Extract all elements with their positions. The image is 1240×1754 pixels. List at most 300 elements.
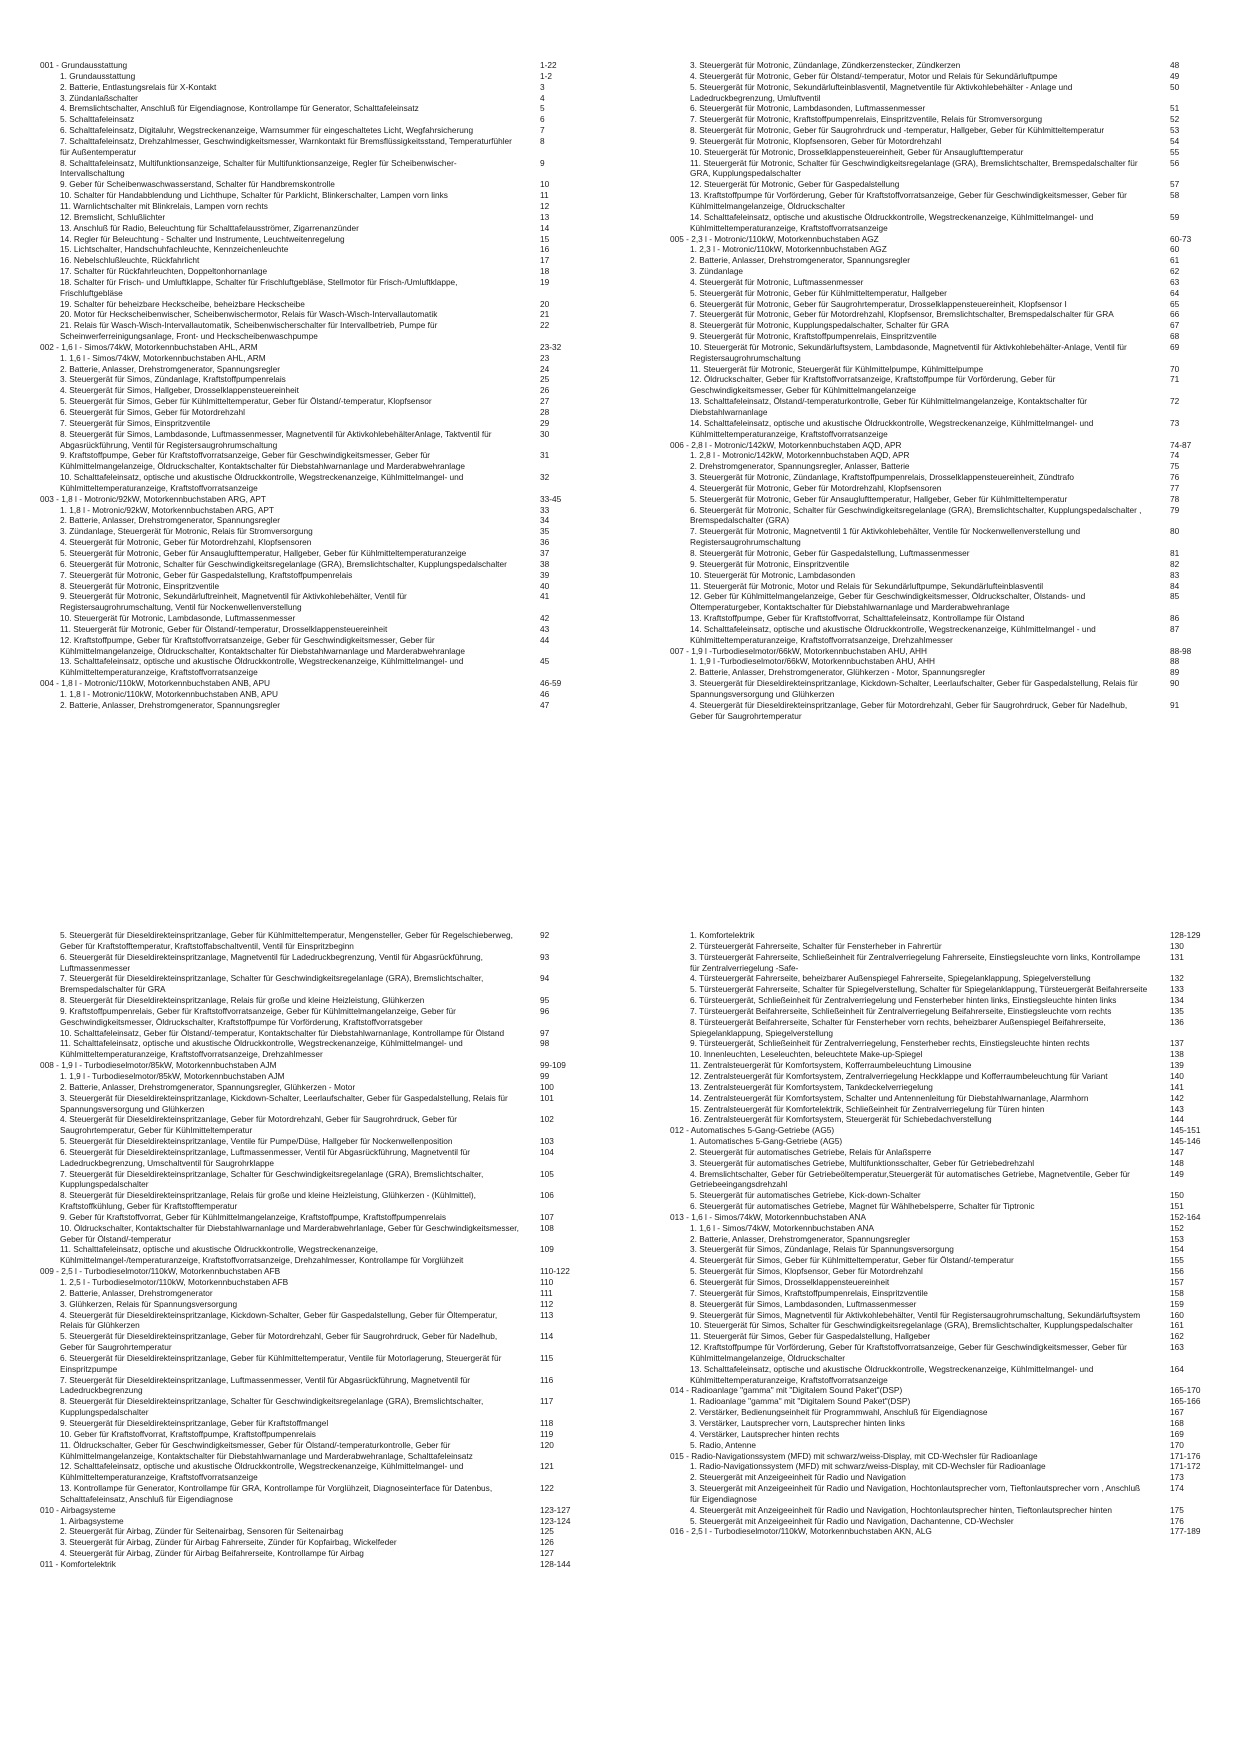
toc-entry[interactable]	[670, 1266, 1210, 1277]
toc-entry-page: 165-170	[1170, 1385, 1201, 1396]
toc-entry-page: 154	[1170, 1244, 1184, 1255]
toc-entry[interactable]	[40, 624, 580, 635]
toc-entry-page: 85	[1170, 591, 1180, 602]
toc-entry-page: 1-2	[540, 70, 552, 81]
toc-entry-title: 3. Zündanlage, Steuergerät für Motronic, Relais für Stromversorgung	[60, 526, 313, 537]
toc-entry[interactable]	[40, 1461, 580, 1483]
toc-entry-title: 12. Kraftstoffpumpe, Geber für Kraftstoffvorratsanzeige, Geber für Geschwindigkeitsmesser, Geber für Kühlmittelmangelanzeige, Öldruckschalter, Kontaktschalter für Diebstahlwarnanlage und Marderabwehranlage	[60, 634, 465, 656]
toc-entry[interactable]	[40, 364, 580, 375]
toc-entry-page: 69	[1170, 341, 1180, 352]
toc-section-heading[interactable]	[40, 1505, 580, 1516]
toc-entry[interactable]	[40, 591, 580, 613]
toc-entry-page: 32	[540, 472, 550, 483]
toc-entry-page: 55	[1170, 146, 1180, 157]
toc-entry-title: 7. Steuergerät für Simos, Einspritzventile	[60, 417, 211, 428]
toc-entry[interactable]	[670, 82, 1210, 104]
toc-entry[interactable]	[40, 1169, 580, 1191]
toc-entry-title: 4. Verstärker, Lautsprecher hinten rechts	[690, 1428, 840, 1439]
toc-section-heading[interactable]	[40, 60, 580, 71]
toc-entry[interactable]	[40, 255, 580, 266]
toc-entry[interactable]	[40, 125, 580, 136]
toc-entry-page: 60	[1170, 244, 1180, 255]
toc-entry-title: 5. Steuergerät für Motronic, Geber für Ansauglufttemperatur, Hallgeber, Geber für Kühlmitteltemperaturanzeige	[60, 547, 467, 558]
toc-entry[interactable]	[670, 1342, 1210, 1364]
toc-entry-page: 108	[540, 1222, 554, 1233]
toc-entry[interactable]	[40, 158, 580, 180]
toc-entry[interactable]	[40, 1114, 580, 1136]
toc-entry[interactable]	[40, 266, 580, 277]
toc-entry-title: 3. Zündanlaßschalter	[60, 92, 138, 103]
toc-entry-title: 8. Steuergerät für Simos, Lambdasonde, Luftmassenmesser, Magnetventil für AktivkohlebehälterAnlage, Taktventil für Abgasrückführung, Ventil für Registersaugrohrumschaltung	[60, 428, 492, 450]
toc-entry-page: 72	[1170, 396, 1180, 407]
toc-entry[interactable]	[670, 212, 1210, 234]
toc-section-heading[interactable]	[40, 1559, 580, 1570]
toc-entry[interactable]	[40, 1440, 580, 1462]
toc-entry[interactable]	[40, 1429, 580, 1440]
toc-entry[interactable]	[670, 1114, 1210, 1125]
toc-entry-page: 165-166	[1170, 1396, 1201, 1407]
toc-entry[interactable]	[670, 331, 1210, 342]
toc-entry-page: 88-98	[1170, 645, 1192, 656]
toc-entry[interactable]	[670, 941, 1210, 952]
toc-entry[interactable]	[670, 114, 1210, 125]
toc-entry-title: 004 - 1,8 l - Motronic/110kW, Motorkennbuchstaben ANB, APU	[40, 678, 270, 689]
toc-entry[interactable]	[670, 374, 1210, 396]
toc-entry-title: 2. Verstärker, Bedienungseinheit für Programmwahl, Anschluß für Eigendiagnose	[690, 1407, 988, 1418]
toc-entry[interactable]	[670, 952, 1210, 974]
toc-entry-title: 10. Innenleuchten, Leseleuchten, beleuchtete Make-up-Spiegel	[690, 1049, 923, 1060]
toc-entry[interactable]	[40, 1548, 580, 1559]
toc-entry-title: 4. Türsteuergerät Fahrerseite, beheizbarer Außenspiegel Fahrerseite, Spiegelanklappung, Spiegelverstellung	[690, 973, 1091, 984]
toc-entry[interactable]	[40, 114, 580, 125]
toc-entry-page: 137	[1170, 1038, 1184, 1049]
toc-entry[interactable]	[40, 635, 580, 657]
toc-entry-title: 11. Öldruckschalter, Geber für Geschwindigkeitsmesser, Geber für Ölstand/-temperaturkontrolle, Geber für Kühlmittelmangelanzeige, Kontaktschalter für Diebstahlwarnanlage und Marderabwehranlage, Schalttafeleinsatz	[60, 1439, 473, 1461]
toc-entry[interactable]	[40, 429, 580, 451]
toc-entry[interactable]	[670, 1006, 1210, 1017]
toc-entry[interactable]	[670, 624, 1210, 646]
toc-entry[interactable]	[40, 136, 580, 158]
toc-entry[interactable]	[670, 60, 1210, 71]
toc-entry[interactable]	[670, 591, 1210, 613]
toc-entry-page: 109	[540, 1244, 554, 1255]
toc-entry[interactable]	[670, 505, 1210, 527]
toc-entry[interactable]	[40, 299, 580, 310]
toc-section-heading[interactable]	[670, 234, 1210, 245]
toc-entry[interactable]	[670, 103, 1210, 114]
toc-entry-page: 43	[540, 623, 550, 634]
toc-entry[interactable]	[40, 1038, 580, 1060]
toc-entry[interactable]	[40, 1244, 580, 1266]
toc-entry[interactable]	[670, 1418, 1210, 1429]
toc-entry-title: 1. 2,8 l - Motronic/142kW, Motorkennbuchstaben AQD, APR	[690, 450, 910, 461]
toc-entry[interactable]	[670, 472, 1210, 483]
toc-entry[interactable]	[40, 930, 580, 952]
toc-entry[interactable]	[40, 537, 580, 548]
toc-entry-page: 86	[1170, 613, 1180, 624]
toc-entry[interactable]	[40, 570, 580, 581]
toc-entry[interactable]	[670, 1017, 1210, 1039]
toc-entry[interactable]	[670, 1277, 1210, 1288]
toc-entry[interactable]	[670, 984, 1210, 995]
toc-entry[interactable]	[40, 1299, 580, 1310]
toc-entry-page: 41	[540, 591, 550, 602]
toc-entry[interactable]	[670, 494, 1210, 505]
toc-entry[interactable]	[40, 396, 580, 407]
toc-entry[interactable]	[670, 71, 1210, 82]
toc-entry[interactable]	[40, 1006, 580, 1028]
toc-entry-title: 3. Zündanlage	[690, 266, 744, 277]
toc-entry[interactable]	[670, 526, 1210, 548]
toc-entry[interactable]	[40, 407, 580, 418]
toc-entry-page: 96	[540, 1005, 550, 1016]
toc-entry-title: 5. Steuergerät für Motronic, Geber für Ansauglufttemperatur, Hallgeber, Geber für Kühlmitteltemperatur	[690, 493, 1068, 504]
toc-entry-page: 3	[540, 81, 545, 92]
toc-entry[interactable]	[40, 201, 580, 212]
toc-entry-title: 9. Türsteuergerät, Schließeinheit für Zentralverriegelung, Fensterheber rechts, Einstiegsleuchte hinten rechts	[690, 1038, 1090, 1049]
toc-entry[interactable]	[40, 1093, 580, 1115]
toc-entry[interactable]	[40, 1190, 580, 1212]
toc-entry[interactable]	[670, 1223, 1210, 1234]
toc-entry[interactable]	[670, 570, 1210, 581]
toc-entry[interactable]	[40, 526, 580, 537]
toc-entry-page: 76	[1170, 472, 1180, 483]
toc-entry[interactable]	[670, 667, 1210, 678]
toc-entry[interactable]	[40, 244, 580, 255]
toc-entry[interactable]	[670, 190, 1210, 212]
toc-entry[interactable]	[670, 158, 1210, 180]
toc-entry[interactable]	[670, 930, 1210, 941]
toc-entry-page: 7	[540, 125, 545, 136]
toc-entry[interactable]	[40, 559, 580, 570]
toc-entry[interactable]	[670, 581, 1210, 592]
toc-entry[interactable]	[670, 396, 1210, 418]
toc-entry-page: 28	[540, 407, 550, 417]
toc-entry-page: 50	[1170, 81, 1180, 92]
toc-entry-page: 111	[540, 1287, 553, 1298]
toc-entry[interactable]	[40, 656, 580, 678]
toc-entry[interactable]	[670, 1082, 1210, 1093]
toc-entry[interactable]	[670, 678, 1210, 700]
toc-entry[interactable]	[670, 1288, 1210, 1299]
toc-entry-title: 11. Zentralsteuergerät für Komfortsystem, Kofferraumbeleuchtung Limousine	[690, 1060, 972, 1071]
toc-entry[interactable]	[40, 71, 580, 82]
toc-entry-page: 53	[1170, 125, 1180, 136]
toc-entry-page: 128-129	[1170, 930, 1201, 940]
toc-entry-title: 1. Automatisches 5-Gang-Getriebe (AG5)	[690, 1136, 843, 1147]
toc-entry-page: 163	[1170, 1342, 1184, 1353]
toc-entry-title: 11. Schalttafeleinsatz, optische und akustische Öldruckkontrolle, Wegstreckenanzeige, Kühlmittelmangel-/temperaturanzeige, Kraftstoffvorratsanzeige, Drehzahlmesser, Kontrollampe für Vorglühzeit	[60, 1244, 464, 1266]
toc-entry-title: 8. Steuergerät für Simos, Lambdasonden, Luftmassenmesser	[690, 1298, 917, 1309]
toc-entry-title: 2. Steuergerät für automatisches Getriebe, Relais für Anlaßsperre	[690, 1146, 932, 1157]
toc-entry[interactable]	[670, 1158, 1210, 1169]
toc-entry-page: 151	[1170, 1201, 1184, 1212]
toc-entry[interactable]	[40, 613, 580, 624]
toc-entry[interactable]	[670, 125, 1210, 136]
toc-entry-page: 11	[540, 190, 549, 201]
toc-entry[interactable]	[670, 277, 1210, 288]
toc-entry-title: 7. Steuergerät für Motronic, Geber für Gaspedalstellung, Kraftstoffpumpenrelais	[60, 569, 353, 580]
toc-entry-page: 21	[540, 309, 550, 320]
toc-entry[interactable]	[670, 1364, 1210, 1386]
toc-entry-title: 6. Steuergerät für Simos, Drosselklappensteuereinheit	[690, 1277, 890, 1287]
toc-entry[interactable]	[670, 147, 1210, 158]
toc-entry-page: 161	[1170, 1320, 1184, 1331]
toc-entry[interactable]	[40, 418, 580, 429]
toc-entry[interactable]	[670, 995, 1210, 1006]
toc-entry-page: 74-87	[1170, 439, 1192, 450]
toc-entry-title: 12. Steuergerät für Motronic, Geber für Gaspedalstellung	[690, 179, 900, 190]
toc-entry-page: 35	[540, 526, 550, 537]
toc-entry-page: 83	[1170, 569, 1180, 580]
toc-entry[interactable]	[670, 136, 1210, 147]
toc-entry-page: 153	[1170, 1233, 1184, 1244]
toc-entry[interactable]	[670, 1440, 1210, 1451]
toc-entry-title: 8. Türsteuergerät Beifahrerseite, Schalter für Fensterheber vorn rechts, beheizbarer Außenspiegel Beifahrerseite, Spiegelanklappung, Spiegelverstellung	[690, 1016, 1106, 1038]
toc-entry[interactable]	[670, 450, 1210, 461]
toc-entry[interactable]	[670, 1147, 1210, 1158]
toc-entry-title: 2. Batterie, Anlasser, Drehstromgenerator	[60, 1287, 213, 1298]
toc-entry-title: 1. Komfortelektrik	[690, 930, 755, 940]
toc-entry-title: 006 - 2,8 l - Motronic/142kW, Motorkennbuchstaben AQD, APR	[670, 439, 902, 450]
toc-entry[interactable]	[670, 548, 1210, 559]
toc-entry[interactable]	[670, 1190, 1210, 1201]
toc-entry-page: 127	[540, 1548, 554, 1559]
toc-entry[interactable]	[40, 505, 580, 516]
toc-section-heading[interactable]	[670, 1125, 1210, 1136]
toc-entry[interactable]	[670, 1407, 1210, 1418]
toc-entry[interactable]	[40, 93, 580, 104]
toc-entry-title: 10. Schalttafeleinsatz, Geber für Ölstand/-temperatur, Kontaktschalter für Diebstahlwarnanlage, Kontrollampe für Ölstand	[60, 1027, 505, 1038]
toc-entry-page: 114	[540, 1331, 554, 1342]
toc-entry-page: 67	[1170, 320, 1180, 331]
toc-entry[interactable]	[670, 244, 1210, 255]
toc-entry[interactable]	[40, 548, 580, 559]
toc-section-heading[interactable]	[670, 1212, 1210, 1223]
toc-entry[interactable]	[670, 1429, 1210, 1440]
toc-entry-title: 11. Schalttafeleinsatz, optische und akustische Öldruckkontrolle, Wegstreckenanzeige, Kühlmittelmangel- und Kühlmitteltemperaturanzeige, Kraftstoffvorratsanzeige, Drehzahlmesser	[60, 1038, 463, 1060]
toc-entry[interactable]	[670, 1093, 1210, 1104]
toc-entry[interactable]	[40, 212, 580, 223]
toc-section-heading[interactable]	[670, 1526, 1210, 1537]
toc-entry[interactable]	[40, 234, 580, 245]
toc-entry-title: 2. Batterie, Anlasser, Drehstromgenerator, Spannungsregler	[60, 515, 280, 526]
toc-entry[interactable]	[670, 1169, 1210, 1191]
toc-entry[interactable]	[40, 1212, 580, 1223]
toc-entry-page: 107	[540, 1211, 554, 1222]
toc-entry[interactable]	[40, 1331, 580, 1353]
toc-section-heading[interactable]	[40, 1060, 580, 1071]
toc-entry-page: 8	[540, 135, 545, 146]
toc-entry-title: 14. Schalttafeleinsatz, optische und akustische Öldruckkontrolle, Wegstreckenanzeige, Kühlmittelmangel- und Kühlmitteltemperaturanzeige, Kraftstoffvorratsanzeige	[690, 417, 1094, 439]
toc-section-heading[interactable]	[40, 678, 580, 689]
toc-entry[interactable]	[670, 1461, 1210, 1472]
toc-entry[interactable]	[40, 1082, 580, 1093]
toc-entry-title: 10. Öldruckschalter, Kontaktschalter für Diebstahlwarnanlage und Marderabwehrlanlage, Geber für Geschwindigkeitsmesser, Geber für Ölstand/-temperatur	[60, 1222, 519, 1244]
toc-entry[interactable]	[40, 973, 580, 995]
toc-entry[interactable]	[40, 995, 580, 1006]
toc-entry[interactable]	[670, 559, 1210, 570]
toc-entry[interactable]	[670, 1516, 1210, 1527]
toc-entry[interactable]	[670, 1244, 1210, 1255]
toc-entry[interactable]	[40, 353, 580, 364]
toc-entry-title: 11. Steuergerät für Motronic, Geber für Ölstand/-temperatur, Drosselklappensteuereinheit	[60, 623, 388, 634]
toc-entry-page: 65	[1170, 298, 1180, 309]
toc-entry[interactable]	[670, 1299, 1210, 1310]
toc-entry-page: 23	[540, 352, 550, 363]
toc-entry[interactable]	[670, 1331, 1210, 1342]
toc-entry[interactable]	[40, 1071, 580, 1082]
toc-entry[interactable]	[40, 450, 580, 472]
toc-entry-page: 100	[540, 1081, 554, 1092]
toc-section-heading[interactable]	[670, 646, 1210, 657]
toc-entry-page: 115	[540, 1352, 554, 1363]
toc-entry-page: 98	[540, 1038, 550, 1049]
toc-entry[interactable]	[670, 1472, 1210, 1483]
toc-entry[interactable]	[670, 1320, 1210, 1331]
toc-entry-title: 4. Bremslichtschalter, Anschluß für Eigendiagnose, Kontrollampe für Generator, Schalttafeleinsatz	[60, 103, 419, 114]
toc-entry[interactable]	[40, 1483, 580, 1505]
toc-entry[interactable]	[40, 277, 580, 299]
toc-entry[interactable]	[40, 1147, 580, 1169]
toc-entry-page: 44	[540, 634, 550, 645]
toc-entry-page: 89	[1170, 667, 1180, 678]
toc-entry-title: 1. 1,9 l -Turbodieselmotor/66kW, Motorkennbuchstaben AHU, AHH	[690, 656, 936, 667]
toc-entry-title: 005 - 2,3 l - Motronic/110kW, Motorkennbuchstaben AGZ	[670, 233, 879, 244]
toc-entry[interactable]	[40, 515, 580, 526]
toc-entry-page: 36	[540, 537, 550, 548]
toc-entry[interactable]	[40, 1418, 580, 1429]
toc-entry-title: 3. Steuergerät für Dieseldirekteinspritzanlage, Kickdown-Schalter, Leerlaufschalter, Geber für Gaspedalstellung, Relais für Spannungsversorgung und Glühkerzen	[60, 1092, 508, 1114]
toc-entry-title: 5. Steuergerät für Motronic, Geber für Kühlmitteltemperatur, Hallgeber	[690, 287, 947, 298]
toc-entry[interactable]	[40, 1277, 580, 1288]
toc-section-heading[interactable]	[40, 1266, 580, 1277]
toc-entry[interactable]	[40, 472, 580, 494]
toc-entry[interactable]	[670, 1396, 1210, 1407]
toc-entry[interactable]	[670, 1071, 1210, 1082]
toc-entry[interactable]	[40, 581, 580, 592]
toc-entry[interactable]	[670, 1104, 1210, 1115]
toc-entry[interactable]	[40, 82, 580, 93]
toc-entry[interactable]	[670, 613, 1210, 624]
toc-section-heading[interactable]	[670, 1385, 1210, 1396]
toc-entry[interactable]	[670, 288, 1210, 299]
toc-entry-title: 11. Steuergerät für Simos, Geber für Gaspedalstellung, Hallgeber	[690, 1331, 931, 1342]
toc-entry[interactable]	[670, 461, 1210, 472]
toc-entry[interactable]	[40, 1288, 580, 1299]
toc-entry[interactable]	[40, 1310, 580, 1332]
toc-entry-page: 13	[540, 211, 550, 222]
toc-entry[interactable]	[670, 418, 1210, 440]
toc-entry[interactable]	[40, 103, 580, 114]
toc-entry-page: 102	[540, 1114, 554, 1125]
toc-entry-page: 54	[1170, 135, 1180, 146]
toc-entry[interactable]	[670, 1483, 1210, 1505]
toc-entry[interactable]	[670, 1310, 1210, 1321]
toc-entry-page: 59	[1170, 211, 1180, 222]
toc-entry-page: 140	[1170, 1070, 1184, 1081]
toc-entry[interactable]	[40, 689, 580, 700]
toc-entry[interactable]	[40, 1396, 580, 1418]
toc-entry[interactable]	[40, 309, 580, 320]
toc-entry-page: 101	[540, 1092, 554, 1103]
toc-entry[interactable]	[670, 1505, 1210, 1516]
toc-entry-title: 10. Geber für Kraftstoffvorrat, Kraftstoffpumpe, Kraftstoffpumpenrelais	[60, 1428, 316, 1439]
toc-section-heading[interactable]	[40, 342, 580, 353]
toc-section-heading[interactable]	[670, 440, 1210, 451]
toc-entry-page: 134	[1170, 995, 1184, 1006]
toc-entry[interactable]	[40, 1526, 580, 1537]
toc-entry[interactable]	[670, 320, 1210, 331]
toc-entry[interactable]	[670, 309, 1210, 320]
toc-entry-page: 145-151	[1170, 1125, 1201, 1136]
toc-entry[interactable]	[670, 1049, 1210, 1060]
toc-entry[interactable]	[40, 1028, 580, 1039]
toc-section-heading[interactable]	[40, 494, 580, 505]
toc-entry-title: 2. Drehstromgenerator, Spannungsregler, Anlasser, Batterie	[690, 461, 910, 472]
toc-entry[interactable]	[670, 656, 1210, 667]
toc-entry[interactable]	[40, 179, 580, 190]
toc-entry[interactable]	[670, 483, 1210, 494]
toc-entry[interactable]	[40, 1223, 580, 1245]
toc-entry[interactable]	[40, 1516, 580, 1527]
toc-entry[interactable]	[40, 700, 580, 711]
toc-entry[interactable]	[40, 223, 580, 234]
toc-entry-page: 167	[1170, 1407, 1184, 1418]
toc-entry[interactable]	[40, 952, 580, 974]
toc-entry-title: 16. Nebelschlußleuchte, Rückfahrlicht	[60, 255, 200, 266]
toc-entry[interactable]	[670, 364, 1210, 375]
toc-entry[interactable]	[40, 1375, 580, 1397]
toc-entry-title: 1. Grundausstattung	[60, 70, 136, 81]
toc-entry-title: 4. Steuergerät für Simos, Hallgeber, Drosselklappensteuereinheit	[60, 385, 299, 396]
toc-entry-title: 4. Steuergerät für Airbag, Zünder für Airbag Beifahrerseite, Kontrollampe für Airbag	[60, 1548, 364, 1559]
toc-entry[interactable]	[670, 179, 1210, 190]
toc-entry[interactable]	[40, 1136, 580, 1147]
toc-entry[interactable]	[670, 1234, 1210, 1245]
toc-entry[interactable]	[40, 385, 580, 396]
toc-entry[interactable]	[670, 342, 1210, 364]
toc-entry[interactable]	[40, 1353, 580, 1375]
toc-entry-page: 130	[1170, 940, 1184, 951]
toc-section-heading[interactable]	[670, 1451, 1210, 1462]
toc-entry-title: 9. Steuergerät für Motronic, Einspritzventile	[690, 558, 850, 569]
toc-entry-title: 010 - Airbagsysteme	[40, 1504, 116, 1515]
toc-entry[interactable]	[670, 1136, 1210, 1147]
toc-entry-title: 20. Motor für Heckscheibenwischer, Scheibenwischermotor, Relais für Wasch-Wisch-Intervallautomatik	[60, 309, 438, 320]
toc-entry[interactable]	[670, 1060, 1210, 1071]
toc-entry[interactable]	[670, 299, 1210, 310]
toc-entry[interactable]	[40, 190, 580, 201]
toc-entry-page: 139	[1170, 1060, 1184, 1071]
toc-entry-title: 1. 1,6 l - Simos/74kW, Motorkennbuchstaben ANA	[690, 1222, 875, 1233]
toc-column-bottom-left	[40, 930, 580, 1570]
toc-entry-page: 34	[540, 515, 550, 526]
toc-entry[interactable]	[670, 255, 1210, 266]
toc-entry[interactable]	[40, 1537, 580, 1548]
toc-entry-title: 5. Steuergerät für Dieseldirekteinspritzanlage, Geber für Motordrehzahl, Geber für Saugrohrdruck, Geber für Nadelhub, Geber für Saugrohrtemperatur	[60, 1331, 498, 1353]
toc-entry-title: 5. Steuergerät für automatisches Getriebe, Kick-down-Schalter	[690, 1190, 921, 1201]
toc-entry[interactable]	[670, 700, 1210, 722]
toc-entry[interactable]	[670, 1201, 1210, 1212]
toc-entry[interactable]	[670, 1038, 1210, 1049]
toc-entry[interactable]	[670, 266, 1210, 277]
toc-entry[interactable]	[670, 1255, 1210, 1266]
toc-entry[interactable]	[40, 320, 580, 342]
toc-entry-page: 29	[540, 417, 550, 428]
toc-entry[interactable]	[670, 973, 1210, 984]
toc-entry[interactable]	[40, 374, 580, 385]
